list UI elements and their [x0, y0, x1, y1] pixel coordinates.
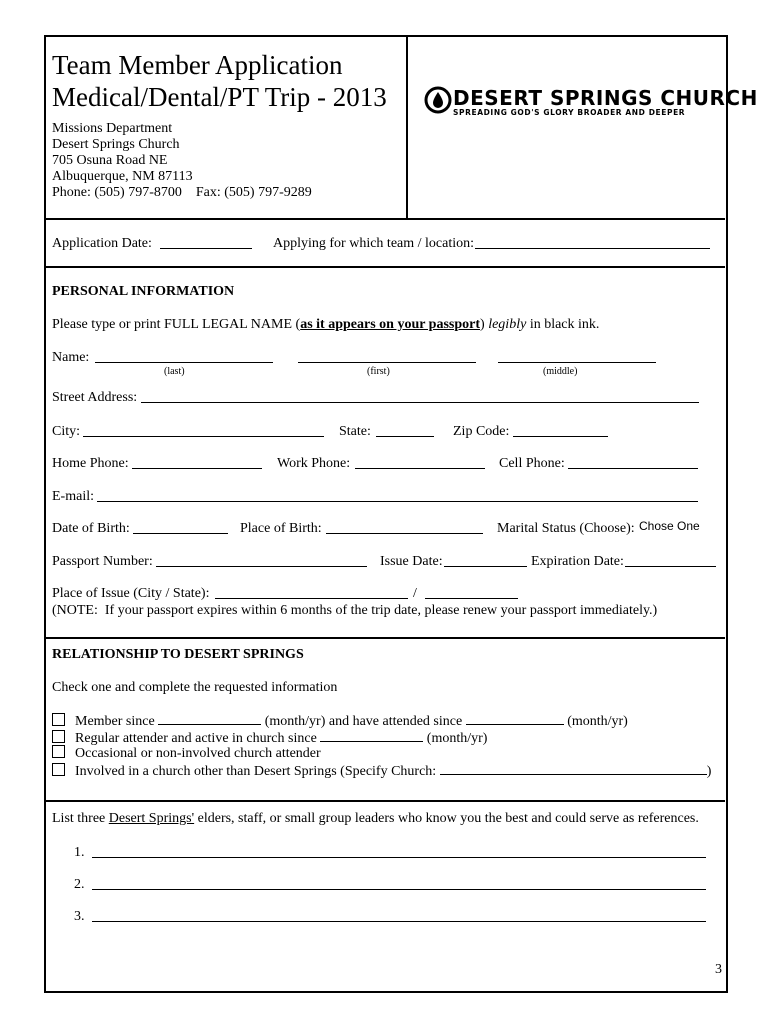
- passport-note: (NOTE: If your passport expires within 6 months of the trip date, please renew your passport immediately.): [52, 603, 658, 618]
- passport-number-label: Passport Number:: [52, 554, 153, 569]
- expiration-date-field[interactable]: [625, 554, 716, 567]
- personal-info-heading: PERSONAL INFORMATION: [52, 284, 235, 299]
- work-phone-field[interactable]: [355, 456, 485, 469]
- state-label: State:: [339, 424, 371, 439]
- reference-1-field[interactable]: [92, 845, 706, 858]
- application-date-label: Application Date:: [52, 236, 152, 251]
- option-regular-attender: Regular attender and active in church since (month/yr): [52, 729, 487, 747]
- street-address-label: Street Address:: [52, 390, 138, 405]
- section-divider-header: [45, 218, 725, 220]
- zip-code-field[interactable]: [513, 424, 608, 437]
- reference-number-2: 2.: [74, 877, 85, 892]
- cell-phone-field[interactable]: [568, 456, 698, 469]
- name-label: Name:: [52, 350, 90, 365]
- header-divider-vertical: [406, 36, 408, 219]
- middle-name-caption: (middle): [543, 366, 578, 377]
- address-line-5: Phone: (505) 797-8700 Fax: (505) 797-9289: [52, 185, 312, 200]
- email-label: E-mail:: [52, 489, 94, 504]
- place-of-issue-state-field[interactable]: [425, 586, 518, 599]
- logo-wordmark: DESERT SPRINGS CHURCH: [453, 86, 758, 110]
- first-name-field[interactable]: [298, 350, 476, 363]
- last-name-field[interactable]: [95, 350, 273, 363]
- reference-2-field[interactable]: [92, 877, 706, 890]
- city-label: City:: [52, 424, 81, 439]
- reference-number-1: 1.: [74, 845, 85, 860]
- address-line-4: Albuquerque, NM 87113: [52, 169, 193, 184]
- date-of-birth-field[interactable]: [133, 521, 228, 534]
- middle-name-field[interactable]: [498, 350, 656, 363]
- first-name-caption: (first): [367, 366, 390, 377]
- email-field[interactable]: [97, 489, 698, 502]
- issue-date-field[interactable]: [444, 554, 527, 567]
- option-other-church: Involved in a church other than Desert Springs (Specify Church: ): [52, 762, 711, 780]
- section-divider-personal: [45, 637, 725, 639]
- place-of-issue-separator: /: [413, 586, 417, 601]
- page-number: 3: [715, 962, 722, 977]
- relationship-heading: RELATIONSHIP TO DESERT SPRINGS: [52, 647, 304, 662]
- option-occasional-attender: Occasional or non-involved church attender: [52, 745, 321, 762]
- application-date-field[interactable]: [160, 236, 252, 249]
- work-phone-label: Work Phone:: [277, 456, 351, 471]
- references-instruction: List three Desert Springs' elders, staff, or small group leaders who know you the best and could serve as references.: [52, 811, 699, 826]
- form-title-line2: Medical/Dental/PT Trip - 2013: [52, 82, 387, 112]
- section-divider-application: [45, 266, 725, 268]
- cell-phone-label: Cell Phone:: [499, 456, 565, 471]
- home-phone-label: Home Phone:: [52, 456, 129, 471]
- state-field[interactable]: [376, 424, 434, 437]
- team-location-field[interactable]: [475, 236, 710, 249]
- zip-code-label: Zip Code:: [453, 424, 510, 439]
- place-of-issue-label: Place of Issue (City / State):: [52, 586, 210, 601]
- legal-name-instruction: Please type or print FULL LEGAL NAME (as it appears on your passport) legibly in black ink.: [52, 317, 600, 332]
- regular-attender-checkbox[interactable]: [52, 730, 65, 743]
- team-location-label: Applying for which team / location:: [273, 236, 475, 251]
- member-since-field[interactable]: [158, 712, 261, 725]
- option-member-since: Member since (month/yr) and have attended since (month/yr): [52, 712, 628, 730]
- logo-tagline: SPREADING GOD'S GLORY BROADER AND DEEPER: [453, 108, 686, 117]
- place-of-birth-field[interactable]: [326, 521, 483, 534]
- address-line-1: Missions Department: [52, 121, 173, 136]
- reference-3-field[interactable]: [92, 909, 706, 922]
- street-address-field[interactable]: [141, 390, 699, 403]
- date-of-birth-label: Date of Birth:: [52, 521, 130, 536]
- issue-date-label: Issue Date:: [380, 554, 443, 569]
- occasional-attender-checkbox[interactable]: [52, 745, 65, 758]
- other-church-checkbox[interactable]: [52, 763, 65, 776]
- reference-number-3: 3.: [74, 909, 85, 924]
- place-of-issue-city-field[interactable]: [215, 586, 408, 599]
- section-divider-relationship: [45, 800, 725, 802]
- home-phone-field[interactable]: [132, 456, 262, 469]
- address-line-3: 705 Osuna Road NE: [52, 153, 168, 168]
- city-field[interactable]: [83, 424, 324, 437]
- form-title-line1: Team Member Application: [52, 50, 343, 80]
- marital-status-select[interactable]: Chose One: [639, 519, 700, 533]
- expiration-date-label: Expiration Date:: [531, 554, 624, 569]
- relationship-instruction: Check one and complete the requested information: [52, 680, 338, 695]
- regular-attender-since-field[interactable]: [320, 729, 423, 742]
- attended-since-field[interactable]: [466, 712, 564, 725]
- marital-status-label: Marital Status (Choose):: [497, 521, 635, 536]
- passport-number-field[interactable]: [156, 554, 367, 567]
- place-of-birth-label: Place of Birth:: [240, 521, 322, 536]
- other-church-field[interactable]: [440, 762, 707, 775]
- address-line-2: Desert Springs Church: [52, 137, 180, 152]
- member-since-checkbox[interactable]: [52, 713, 65, 726]
- last-name-caption: (last): [164, 366, 185, 377]
- water-drop-icon: [424, 86, 452, 114]
